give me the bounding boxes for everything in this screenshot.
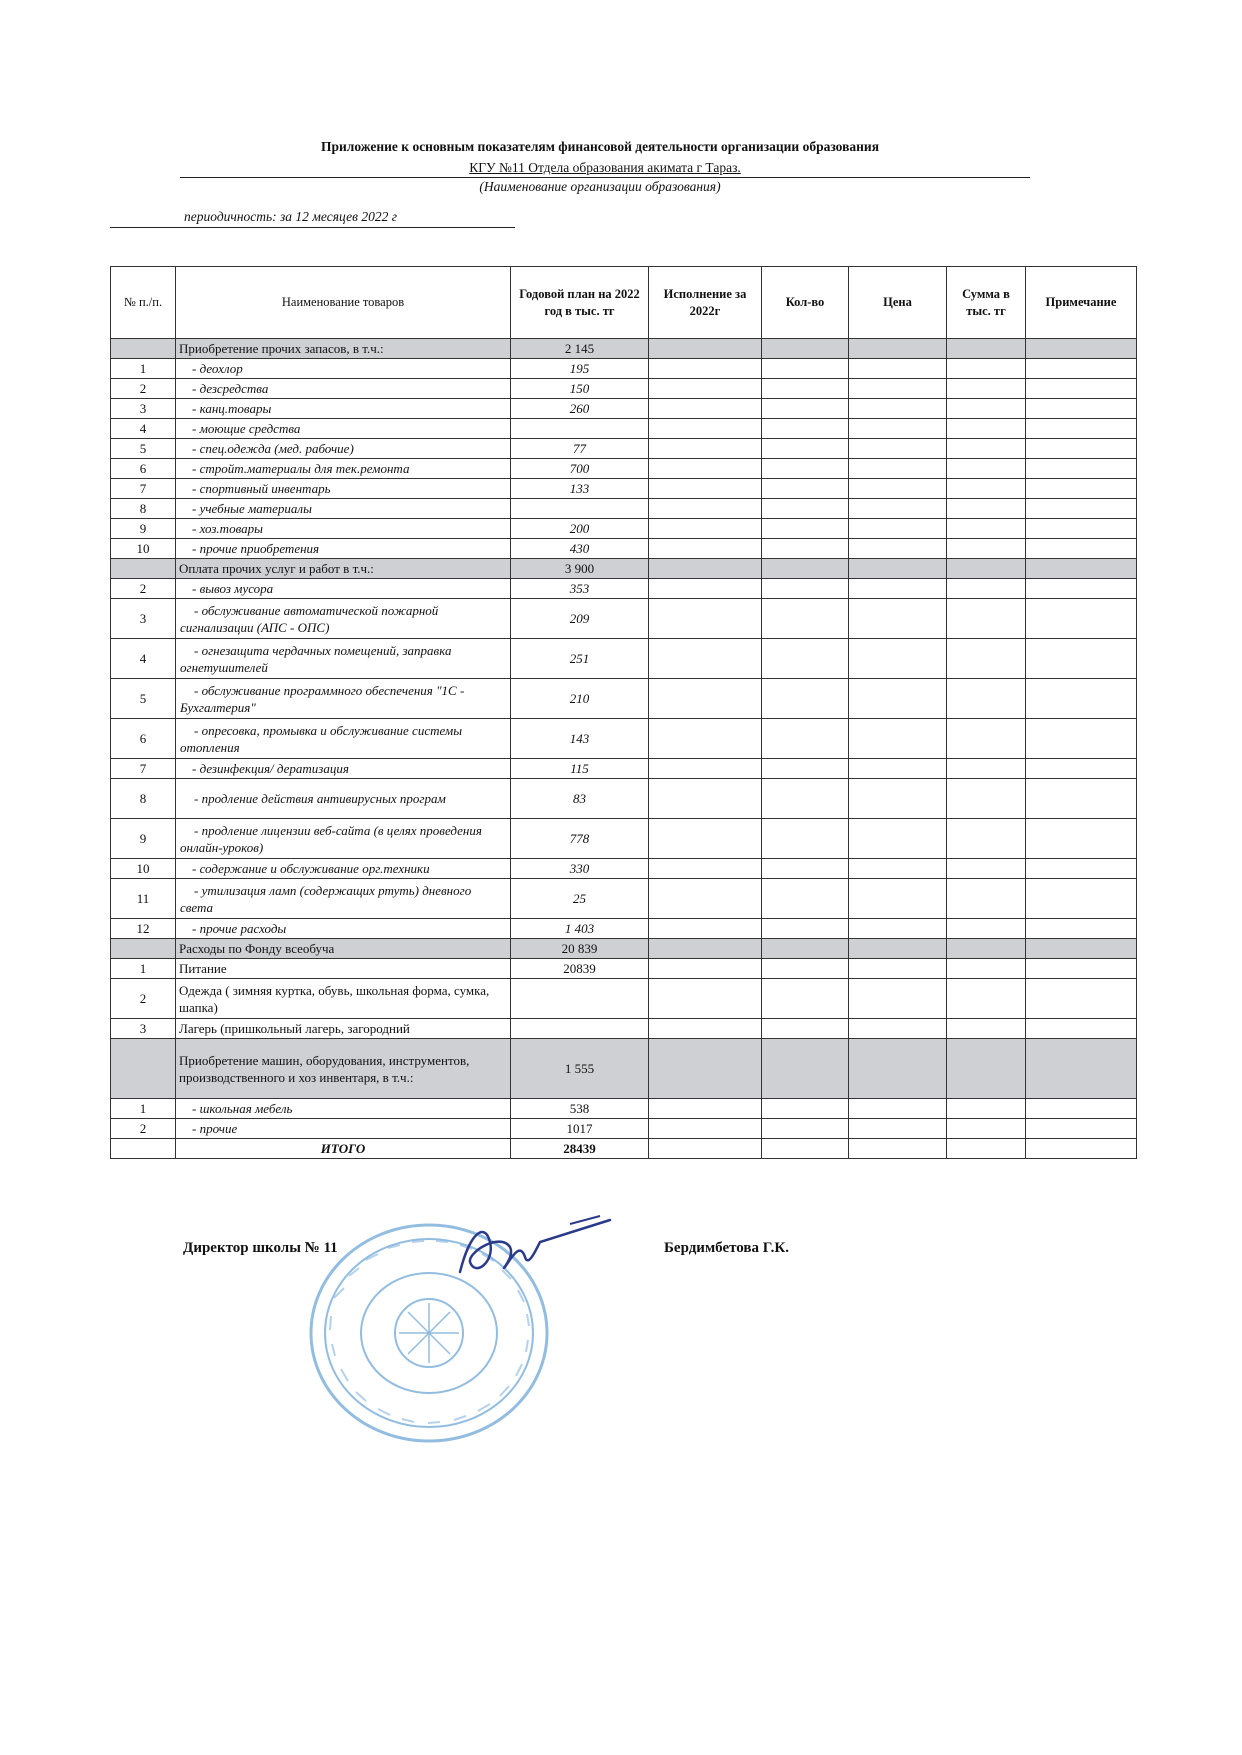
row-number: 12 bbox=[111, 919, 176, 939]
table-row bbox=[111, 579, 1137, 599]
row-number: 2 bbox=[111, 579, 176, 599]
table-row bbox=[111, 719, 1137, 759]
row-quantity bbox=[762, 639, 849, 679]
row-note bbox=[1026, 879, 1137, 919]
col-header-plan: Годовой план на 2022 год в тыс. тг bbox=[511, 267, 649, 339]
row-plan: 20 839 bbox=[511, 939, 649, 959]
row-plan: 260 bbox=[511, 399, 649, 419]
row-execution bbox=[649, 919, 762, 939]
row-plan: 330 bbox=[511, 859, 649, 879]
row-execution bbox=[649, 399, 762, 419]
row-price bbox=[849, 339, 947, 359]
row-name: - канц.товары bbox=[176, 399, 511, 419]
row-quantity bbox=[762, 959, 849, 979]
row-plan: 778 bbox=[511, 819, 649, 859]
table-row bbox=[111, 959, 1137, 979]
organization-name bbox=[180, 160, 1030, 178]
row-number: 7 bbox=[111, 479, 176, 499]
row-number: 4 bbox=[111, 639, 176, 679]
row-sum bbox=[947, 1119, 1026, 1139]
row-sum bbox=[947, 539, 1026, 559]
row-plan: 353 bbox=[511, 579, 649, 599]
row-price bbox=[849, 359, 947, 379]
row-quantity bbox=[762, 759, 849, 779]
row-note bbox=[1026, 779, 1137, 819]
row-sum bbox=[947, 1139, 1026, 1159]
row-price bbox=[849, 599, 947, 639]
row-price bbox=[849, 1119, 947, 1139]
row-plan: 430 bbox=[511, 539, 649, 559]
row-execution bbox=[649, 1119, 762, 1139]
row-note bbox=[1026, 979, 1137, 1019]
table-row bbox=[111, 1119, 1137, 1139]
row-number: 5 bbox=[111, 679, 176, 719]
table-row bbox=[111, 979, 1137, 1019]
row-sum bbox=[947, 879, 1026, 919]
row-note bbox=[1026, 819, 1137, 859]
row-number: 3 bbox=[111, 399, 176, 419]
row-number: 10 bbox=[111, 539, 176, 559]
row-plan: 150 bbox=[511, 379, 649, 399]
row-price bbox=[849, 639, 947, 679]
table-row bbox=[111, 759, 1137, 779]
row-note bbox=[1026, 439, 1137, 459]
row-number: 9 bbox=[111, 519, 176, 539]
row-note bbox=[1026, 579, 1137, 599]
row-number: 5 bbox=[111, 439, 176, 459]
section-row bbox=[111, 559, 1137, 579]
row-number: 6 bbox=[111, 459, 176, 479]
row-plan: 1 403 bbox=[511, 919, 649, 939]
row-name: - прочие расходы bbox=[176, 919, 511, 939]
table-row bbox=[111, 859, 1137, 879]
row-note bbox=[1026, 519, 1137, 539]
table-row bbox=[111, 399, 1137, 419]
row-price bbox=[849, 379, 947, 399]
row-price bbox=[849, 679, 947, 719]
row-note bbox=[1026, 1099, 1137, 1119]
row-quantity bbox=[762, 519, 849, 539]
row-number bbox=[111, 1139, 176, 1159]
row-number: 6 bbox=[111, 719, 176, 759]
row-price bbox=[849, 539, 947, 559]
row-quantity bbox=[762, 859, 849, 879]
row-name: - хоз.товары bbox=[176, 519, 511, 539]
row-quantity bbox=[762, 539, 849, 559]
row-execution bbox=[649, 339, 762, 359]
document-title: Приложение к основным показателям финансовой деятельности организации образования bbox=[320, 139, 879, 154]
row-price bbox=[849, 939, 947, 959]
row-quantity bbox=[762, 919, 849, 939]
table-row bbox=[111, 359, 1137, 379]
row-quantity bbox=[762, 359, 849, 379]
row-number: 1 bbox=[111, 359, 176, 379]
row-quantity bbox=[762, 1039, 849, 1099]
row-number bbox=[111, 339, 176, 359]
director-title: Директор школы № 11 bbox=[183, 1240, 338, 1256]
row-price bbox=[849, 579, 947, 599]
row-note bbox=[1026, 359, 1137, 379]
row-name: - спец.одежда (мед. рабочие) bbox=[176, 439, 511, 459]
row-price bbox=[849, 459, 947, 479]
row-note bbox=[1026, 539, 1137, 559]
row-quantity bbox=[762, 559, 849, 579]
row-note bbox=[1026, 959, 1137, 979]
row-name: - учебные материалы bbox=[176, 499, 511, 519]
row-sum bbox=[947, 859, 1026, 879]
row-execution bbox=[649, 759, 762, 779]
row-sum bbox=[947, 819, 1026, 859]
row-price bbox=[849, 719, 947, 759]
row-sum bbox=[947, 959, 1026, 979]
row-quantity bbox=[762, 379, 849, 399]
row-note bbox=[1026, 939, 1137, 959]
row-number: 11 bbox=[111, 879, 176, 919]
row-quantity bbox=[762, 339, 849, 359]
row-note bbox=[1026, 499, 1137, 519]
row-number: 2 bbox=[111, 979, 176, 1019]
row-sum bbox=[947, 339, 1026, 359]
row-price bbox=[849, 979, 947, 1019]
row-note bbox=[1026, 459, 1137, 479]
row-execution bbox=[649, 359, 762, 379]
table-row bbox=[111, 879, 1137, 919]
organization-caption: (Наименование организации образования) bbox=[479, 179, 721, 194]
row-price bbox=[849, 779, 947, 819]
row-number: 1 bbox=[111, 1099, 176, 1119]
row-quantity bbox=[762, 579, 849, 599]
row-quantity bbox=[762, 459, 849, 479]
row-sum bbox=[947, 599, 1026, 639]
row-name: Лагерь (пришкольный лагерь, загородний bbox=[176, 1019, 511, 1039]
row-execution bbox=[649, 499, 762, 519]
section-row bbox=[111, 939, 1137, 959]
row-price bbox=[849, 559, 947, 579]
row-quantity bbox=[762, 879, 849, 919]
row-note bbox=[1026, 1139, 1137, 1159]
row-quantity bbox=[762, 419, 849, 439]
row-execution bbox=[649, 639, 762, 679]
row-name: - стройт.материалы для тек.ремонта bbox=[176, 459, 511, 479]
row-execution bbox=[649, 1099, 762, 1119]
row-quantity bbox=[762, 1139, 849, 1159]
row-price bbox=[849, 1099, 947, 1119]
row-note bbox=[1026, 559, 1137, 579]
row-number: 4 bbox=[111, 419, 176, 439]
row-price bbox=[849, 1139, 947, 1159]
total-row bbox=[111, 1139, 1137, 1159]
row-sum bbox=[947, 499, 1026, 519]
row-name: ИТОГО bbox=[176, 1139, 511, 1159]
row-name: Оплата прочих услуг и работ в т.ч.: bbox=[176, 559, 511, 579]
row-sum bbox=[947, 439, 1026, 459]
row-sum bbox=[947, 939, 1026, 959]
row-note bbox=[1026, 1039, 1137, 1099]
table-row bbox=[111, 479, 1137, 499]
row-execution bbox=[649, 939, 762, 959]
row-plan: 200 bbox=[511, 519, 649, 539]
row-name: - вывоз мусора bbox=[176, 579, 511, 599]
row-price bbox=[849, 819, 947, 859]
row-note bbox=[1026, 639, 1137, 679]
row-plan: 3 900 bbox=[511, 559, 649, 579]
table-row bbox=[111, 419, 1137, 439]
row-execution bbox=[649, 479, 762, 499]
row-execution bbox=[649, 879, 762, 919]
row-number: 10 bbox=[111, 859, 176, 879]
row-sum bbox=[947, 679, 1026, 719]
col-header-sum: Сумма в тыс. тг bbox=[947, 267, 1026, 339]
table-header-row bbox=[111, 267, 1137, 339]
row-quantity bbox=[762, 719, 849, 759]
row-note bbox=[1026, 679, 1137, 719]
row-execution bbox=[649, 379, 762, 399]
row-sum bbox=[947, 979, 1026, 1019]
row-plan: 28439 bbox=[511, 1139, 649, 1159]
row-execution bbox=[649, 779, 762, 819]
section-row bbox=[111, 1039, 1137, 1099]
table-row bbox=[111, 439, 1137, 459]
row-execution bbox=[649, 719, 762, 759]
row-name: Одежда ( зимняя куртка, обувь, школьная форма, сумка, шапка) bbox=[176, 979, 511, 1019]
row-execution bbox=[649, 539, 762, 559]
organization-name-text: КГУ №11 Отдела образования акимата г Тараз. bbox=[469, 160, 741, 175]
row-execution bbox=[649, 679, 762, 719]
row-plan: 133 bbox=[511, 479, 649, 499]
row-sum bbox=[947, 399, 1026, 419]
row-plan: 1017 bbox=[511, 1119, 649, 1139]
signature-icon bbox=[440, 1212, 620, 1292]
table-row bbox=[111, 459, 1137, 479]
row-plan: 210 bbox=[511, 679, 649, 719]
row-name: Расходы по Фонду всеобуча bbox=[176, 939, 511, 959]
table-row bbox=[111, 1019, 1137, 1039]
row-sum bbox=[947, 1019, 1026, 1039]
period-line: периодичность: за 12 месяцев 2022 г bbox=[110, 209, 515, 228]
row-name: - прочие bbox=[176, 1119, 511, 1139]
row-quantity bbox=[762, 679, 849, 719]
row-number bbox=[111, 1039, 176, 1099]
row-execution bbox=[649, 979, 762, 1019]
row-plan bbox=[511, 1019, 649, 1039]
row-plan: 25 bbox=[511, 879, 649, 919]
row-sum bbox=[947, 359, 1026, 379]
col-header-number: № п./п. bbox=[111, 267, 176, 339]
row-name: - моющие средства bbox=[176, 419, 511, 439]
row-sum bbox=[947, 759, 1026, 779]
row-plan: 77 bbox=[511, 439, 649, 459]
row-price bbox=[849, 859, 947, 879]
row-sum bbox=[947, 639, 1026, 679]
row-number: 2 bbox=[111, 379, 176, 399]
col-header-price: Цена bbox=[849, 267, 947, 339]
row-price bbox=[849, 759, 947, 779]
row-price bbox=[849, 1039, 947, 1099]
row-note bbox=[1026, 759, 1137, 779]
row-name: - содержание и обслуживание орг.техники bbox=[176, 859, 511, 879]
row-note bbox=[1026, 1119, 1137, 1139]
row-name: - дезинфекция/ дератизация bbox=[176, 759, 511, 779]
row-price bbox=[849, 879, 947, 919]
row-number: 1 bbox=[111, 959, 176, 979]
row-execution bbox=[649, 439, 762, 459]
row-price bbox=[849, 1019, 947, 1039]
row-name: - продление лицензии веб-сайта (в целях проведения онлайн-уроков) bbox=[176, 819, 511, 859]
row-note bbox=[1026, 1019, 1137, 1039]
row-execution bbox=[649, 819, 762, 859]
row-plan: 209 bbox=[511, 599, 649, 639]
row-name: - дезсредства bbox=[176, 379, 511, 399]
director-name: Бердимбетова Г.К. bbox=[664, 1240, 790, 1256]
row-execution bbox=[649, 1139, 762, 1159]
row-number: 8 bbox=[111, 499, 176, 519]
row-number: 2 bbox=[111, 1119, 176, 1139]
col-header-note: Примечание bbox=[1026, 267, 1137, 339]
row-name: - утилизация ламп (содержащих ртуть) дневного света bbox=[176, 879, 511, 919]
row-execution bbox=[649, 1019, 762, 1039]
row-price bbox=[849, 959, 947, 979]
table-row bbox=[111, 499, 1137, 519]
row-execution bbox=[649, 519, 762, 539]
row-execution bbox=[649, 579, 762, 599]
row-quantity bbox=[762, 939, 849, 959]
row-quantity bbox=[762, 1019, 849, 1039]
row-name: Питание bbox=[176, 959, 511, 979]
row-name: - деохлор bbox=[176, 359, 511, 379]
row-quantity bbox=[762, 499, 849, 519]
row-execution bbox=[649, 599, 762, 639]
row-plan bbox=[511, 499, 649, 519]
row-plan bbox=[511, 419, 649, 439]
row-note bbox=[1026, 919, 1137, 939]
row-note bbox=[1026, 719, 1137, 759]
row-sum bbox=[947, 1039, 1026, 1099]
row-note bbox=[1026, 599, 1137, 639]
row-number: 9 bbox=[111, 819, 176, 859]
row-price bbox=[849, 399, 947, 419]
row-sum bbox=[947, 479, 1026, 499]
row-number bbox=[111, 559, 176, 579]
row-plan: 143 bbox=[511, 719, 649, 759]
col-header-execution: Исполнение за 2022г bbox=[649, 267, 762, 339]
row-price bbox=[849, 479, 947, 499]
row-plan: 251 bbox=[511, 639, 649, 679]
row-sum bbox=[947, 459, 1026, 479]
row-plan: 195 bbox=[511, 359, 649, 379]
table-row bbox=[111, 599, 1137, 639]
row-quantity bbox=[762, 979, 849, 1019]
row-plan: 2 145 bbox=[511, 339, 649, 359]
row-name: - прочие приобретения bbox=[176, 539, 511, 559]
table-row bbox=[111, 539, 1137, 559]
row-number: 3 bbox=[111, 599, 176, 639]
row-name: - обслуживание автоматической пожарной сигнализации (АПС - ОПС) bbox=[176, 599, 511, 639]
row-execution bbox=[649, 859, 762, 879]
row-plan bbox=[511, 979, 649, 1019]
row-sum bbox=[947, 579, 1026, 599]
row-number: 3 bbox=[111, 1019, 176, 1039]
row-name: - спортивный инвентарь bbox=[176, 479, 511, 499]
col-header-quantity: Кол-во bbox=[762, 267, 849, 339]
report-table bbox=[110, 266, 1137, 1159]
row-sum bbox=[947, 419, 1026, 439]
row-plan: 115 bbox=[511, 759, 649, 779]
row-quantity bbox=[762, 399, 849, 419]
row-note bbox=[1026, 859, 1137, 879]
table-row bbox=[111, 639, 1137, 679]
row-name: - школьная мебель bbox=[176, 1099, 511, 1119]
row-plan: 1 555 bbox=[511, 1039, 649, 1099]
row-note bbox=[1026, 339, 1137, 359]
row-execution bbox=[649, 559, 762, 579]
row-name: - опресовка, промывка и обслуживание системы отопления bbox=[176, 719, 511, 759]
row-name: Приобретение машин, оборудования, инструментов, производственного и хоз инвентаря, в т.ч.: bbox=[176, 1039, 511, 1099]
row-number: 7 bbox=[111, 759, 176, 779]
row-execution bbox=[649, 1039, 762, 1099]
table-row bbox=[111, 679, 1137, 719]
row-quantity bbox=[762, 479, 849, 499]
row-number bbox=[111, 939, 176, 959]
section-row bbox=[111, 339, 1137, 359]
row-execution bbox=[649, 959, 762, 979]
row-quantity bbox=[762, 1119, 849, 1139]
row-name: Приобретение прочих запасов, в т.ч.: bbox=[176, 339, 511, 359]
row-plan: 20839 bbox=[511, 959, 649, 979]
row-execution bbox=[649, 459, 762, 479]
row-note bbox=[1026, 399, 1137, 419]
row-price bbox=[849, 519, 947, 539]
row-name: - огнезащита чердачных помещений, заправка огнетушителей bbox=[176, 639, 511, 679]
row-price bbox=[849, 419, 947, 439]
row-name: - обслуживание программного обеспечения "1С - Бухгалтерия" bbox=[176, 679, 511, 719]
row-name: - продление действия антивирусных програм bbox=[176, 779, 511, 819]
row-sum bbox=[947, 719, 1026, 759]
row-quantity bbox=[762, 779, 849, 819]
col-header-name: Наименование товаров bbox=[176, 267, 511, 339]
row-sum bbox=[947, 379, 1026, 399]
table-row bbox=[111, 379, 1137, 399]
row-plan: 538 bbox=[511, 1099, 649, 1119]
row-number: 8 bbox=[111, 779, 176, 819]
row-note bbox=[1026, 379, 1137, 399]
row-price bbox=[849, 439, 947, 459]
row-price bbox=[849, 919, 947, 939]
row-sum bbox=[947, 919, 1026, 939]
row-sum bbox=[947, 1099, 1026, 1119]
row-note bbox=[1026, 479, 1137, 499]
table-row bbox=[111, 779, 1137, 819]
row-quantity bbox=[762, 819, 849, 859]
table-row bbox=[111, 819, 1137, 859]
row-note bbox=[1026, 419, 1137, 439]
row-sum bbox=[947, 779, 1026, 819]
row-plan: 83 bbox=[511, 779, 649, 819]
row-price bbox=[849, 499, 947, 519]
table-row bbox=[111, 919, 1137, 939]
row-quantity bbox=[762, 439, 849, 459]
row-quantity bbox=[762, 1099, 849, 1119]
row-execution bbox=[649, 419, 762, 439]
table-row bbox=[111, 1099, 1137, 1119]
row-quantity bbox=[762, 599, 849, 639]
row-plan: 700 bbox=[511, 459, 649, 479]
table-row bbox=[111, 519, 1137, 539]
row-sum bbox=[947, 519, 1026, 539]
row-sum bbox=[947, 559, 1026, 579]
